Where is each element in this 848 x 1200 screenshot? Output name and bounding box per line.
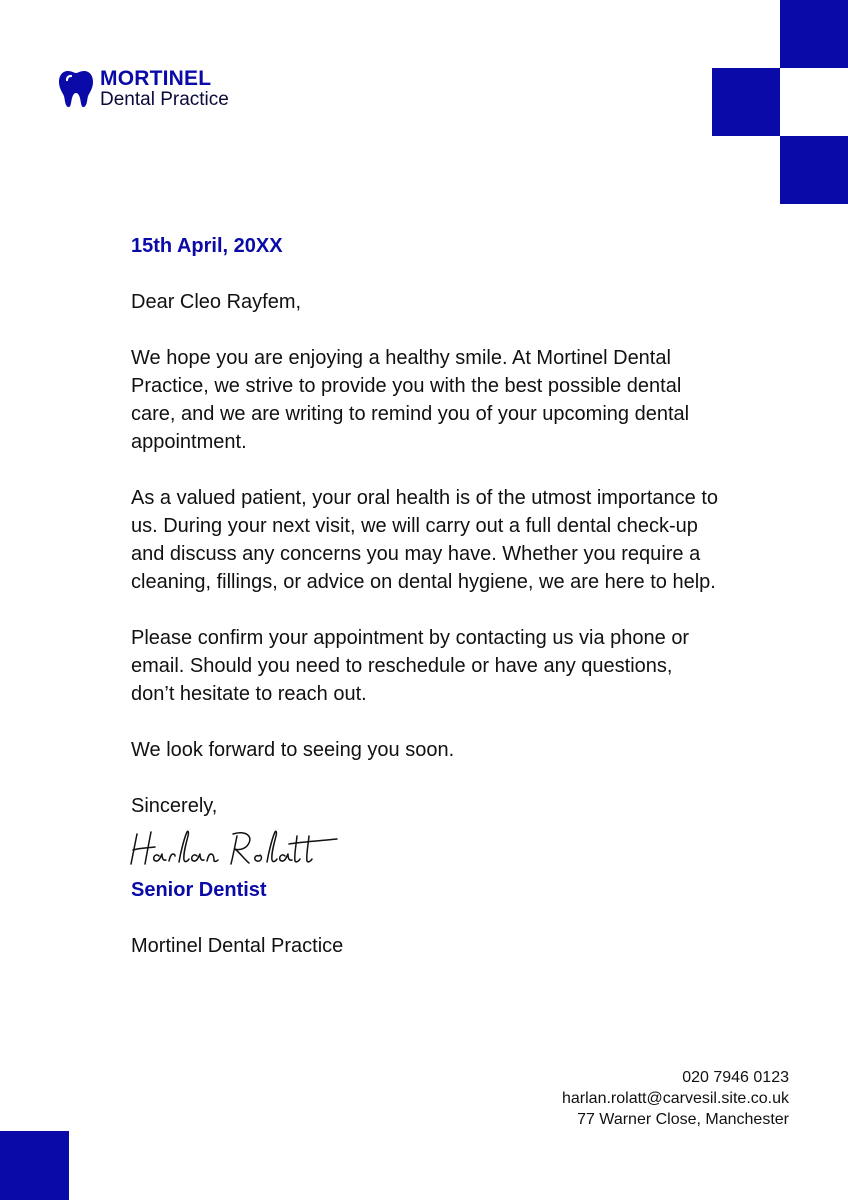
contact-email: harlan.rolatt@carvesil.site.co.uk: [562, 1090, 789, 1107]
decorative-block-bottom-left: [0, 1131, 69, 1200]
handwritten-signature: [129, 826, 339, 870]
practice-logo: [58, 68, 229, 109]
letter-date: 15th April, 20XX: [131, 235, 283, 257]
logo-text: [100, 68, 229, 109]
brand-name: MORTINEL: [100, 67, 212, 90]
letter-closing: Sincerely,: [131, 795, 218, 817]
contact-info: [562, 1067, 789, 1130]
contact-address: 77 Warner Close, Manchester: [577, 1111, 789, 1128]
signer-role: Senior Dentist: [131, 879, 267, 901]
letter-body: [131, 232, 721, 988]
letter-greeting: Dear Cleo Rayfem,: [131, 291, 302, 313]
letter-paragraph-4: We look forward to seeing you soon.: [131, 739, 455, 761]
letter-paragraph-1: We hope you are enjoying a healthy smile. At Mortinel Dental Practice, we strive to provide you with the best possible dental care, and we are writing to remind you of your upcoming dental appointment.: [131, 347, 690, 453]
signer-organization: Mortinel Dental Practice: [131, 935, 344, 957]
decorative-block-top-middle: [712, 68, 780, 136]
contact-phone: 020 7946 0123: [682, 1069, 789, 1086]
decorative-block-top-lower: [780, 136, 848, 204]
brand-subtitle: Dental Practice: [100, 89, 229, 110]
letter-paragraph-2: As a valued patient, your oral health is of the utmost importance to us. During your next visit, we will carry out a full dental check-up and discuss any concerns you may have. Whether you require a cleaning, fillings, or advice on dental hygiene, we are here to help.: [131, 487, 718, 593]
letter-paragraph-3: Please confirm your appointment by contacting us via phone or email. Should you need to reschedule or have any questions, don’t hesitate to reach out.: [131, 627, 690, 705]
decorative-block-top-right: [780, 0, 848, 68]
tooth-icon: [58, 69, 94, 109]
